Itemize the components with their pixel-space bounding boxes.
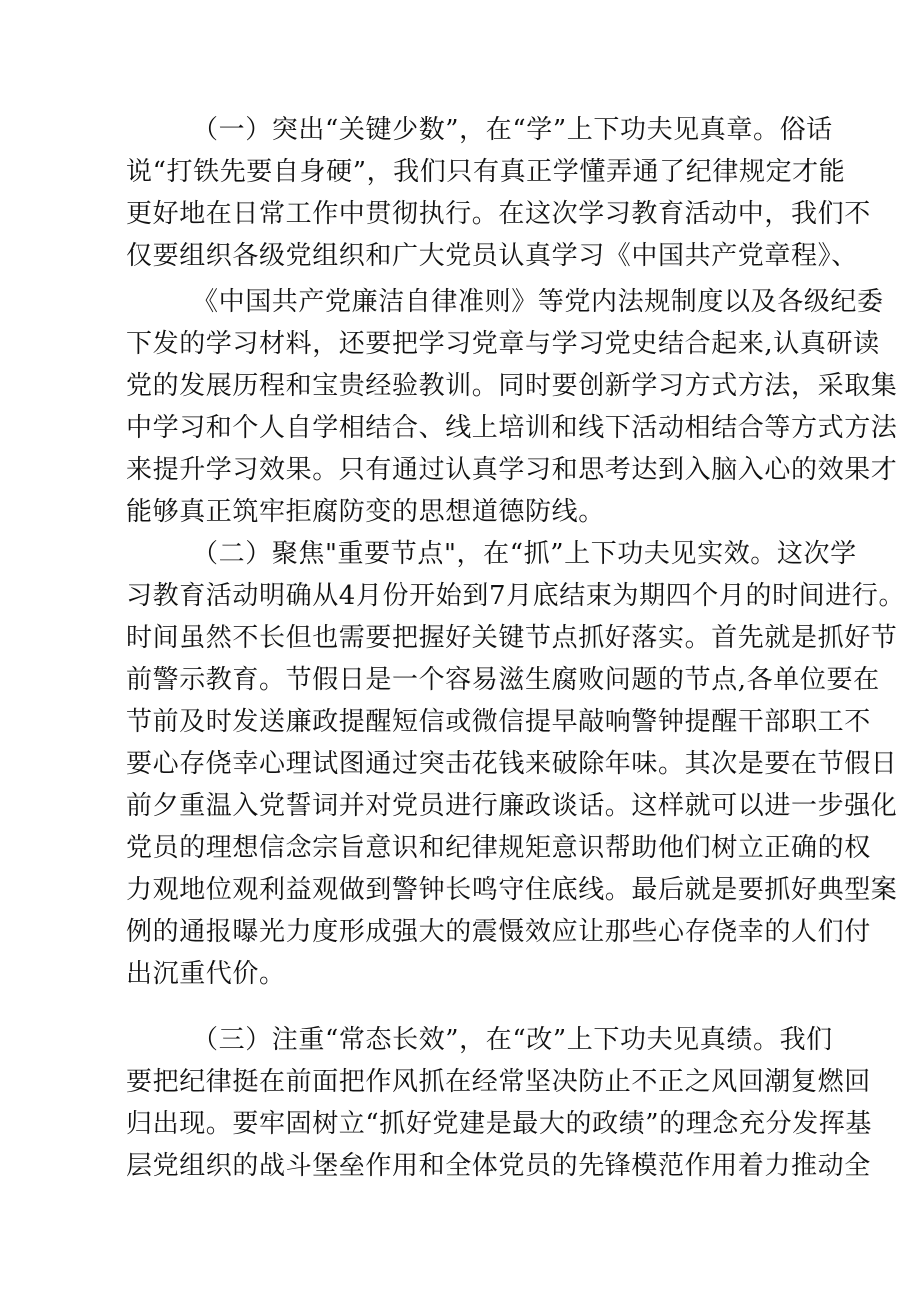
paragraph-2-line-5: 节前及时发送廉政提醒短信或微信提早敲响警钟提醒干部职工不 — [126, 707, 871, 737]
paragraph-2-line-8: 党员的理想信念宗旨意识和纪律规矩意识帮助他们树立正确的权 — [126, 833, 871, 863]
paragraph-1-line-2: 说“打铁先要自身硬”，我们只有真正学懂弄通了纪律规定才能 — [126, 157, 846, 187]
paragraph-3-line-3: 归出现。要牢固树立“抓好党建是最大的政绩”的理念充分发挥基 — [126, 1109, 872, 1139]
paragraph-2-line-3: 时间虽然不长但也需要把握好关键节点抓好落实。首先就是抓好节 — [126, 623, 898, 653]
paragraph-3-line-1: （三）注重“常态长效”，在“改”上下功夫见真绩。我们 — [192, 1025, 833, 1055]
paragraph-1-line-9: 来提升学习效果。只有通过认真学习和思考达到入脑入心的效果才 — [126, 455, 898, 485]
paragraph-1-line-8: 中学习和个人自学相结合、线上培训和线下活动相结合等方式方法 — [126, 413, 898, 443]
paragraph-3-line-2: 要把纪律挺在前面把作风抓在经常坚决防止不正之风回潮复燃回 — [126, 1067, 871, 1097]
paragraph-2-line-11: 出沉重代价。 — [126, 959, 286, 989]
paragraph-2-line-1: （二）聚焦"重要节点"，在“抓”上下功夫见实效。这次学 — [192, 539, 857, 569]
paragraph-2-line-9: 力观地位观利益观做到警钟长鸣守住底线。最后就是要抓好典型案 — [126, 875, 898, 905]
paragraph-1-line-5: 《中国共产党廉洁自律准则》等党内法规制度以及各级纪委 — [192, 287, 884, 317]
paragraph-2-line-4: 前警示教育。节假日是一个容易滋生腐败问题的节点,各单位要在 — [126, 665, 880, 695]
paragraph-3-line-4: 层党组织的战斗堡垒作用和全体党员的先锋模范作用着力推动全 — [126, 1151, 871, 1181]
paragraph-1-line-1: （一）突出“关键少数”，在“学”上下功夫见真章。俗话 — [192, 115, 833, 145]
paragraph-1-line-4: 仅要组织各级党组织和广大党员认真学习《中国共产党章程》、 — [126, 241, 858, 271]
paragraph-1-line-7: 党的发展历程和宝贵经验教训。同时要创新学习方式方法，采取集 — [126, 371, 898, 401]
paragraph-1-line-3: 更好地在日常工作中贯彻执行。在这次学习教育活动中，我们不 — [126, 199, 871, 229]
paragraph-2-line-2: 习教育活动明确从4月份开始到7月底结束为期四个月的时间进行。 — [126, 581, 906, 611]
paragraph-2-line-6: 要心存侥幸心理试图通过突击花钱来破除年味。其次是要在节假日 — [126, 749, 898, 779]
paragraph-1-line-6: 下发的学习材料，还要把学习党章与学习党史结合起来,认真研读 — [126, 329, 880, 359]
paragraph-1-line-10: 能够真正筑牢拒腐防变的思想道德防线。 — [126, 497, 605, 527]
paragraph-2-line-7: 前夕重温入党誓词并对党员进行廉政谈话。这样就可以进一步强化 — [126, 791, 898, 821]
paragraph-2-line-10: 例的通报曝光力度形成强大的震慑效应让那些心存侥幸的人们付 — [126, 917, 871, 947]
